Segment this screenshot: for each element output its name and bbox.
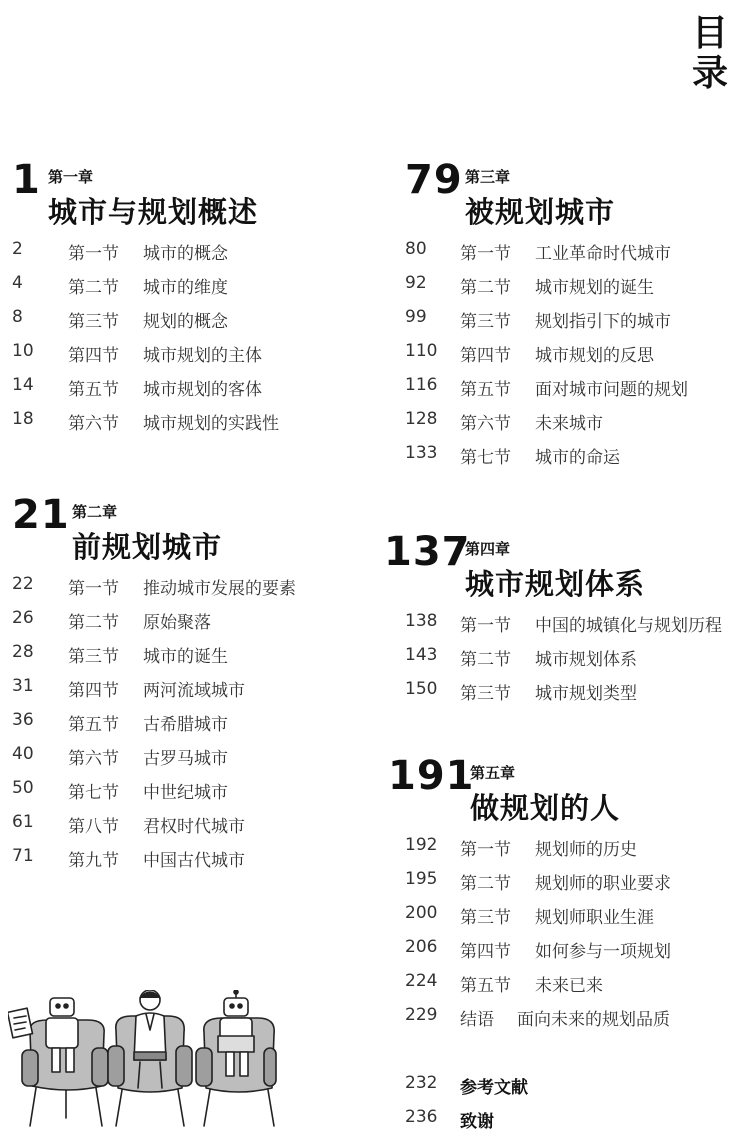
page-number: 224 [405, 971, 438, 991]
toc-entry-acknowledgements[interactable] [405, 1101, 745, 1135]
page-number: 116 [405, 375, 438, 395]
chapter-3 [405, 157, 735, 230]
page-number: 50 [12, 778, 34, 798]
section-title: 面对城市问题的规划 [535, 380, 688, 400]
toc-entry[interactable] [405, 965, 745, 999]
section-number: 第二节 [460, 874, 511, 894]
page-number: 4 [12, 273, 23, 293]
section-number: 第五节 [68, 715, 119, 735]
toc-entry[interactable] [12, 301, 352, 335]
toc-entry[interactable] [12, 602, 352, 636]
toc-entry[interactable] [405, 897, 745, 931]
section-title: 未来城市 [535, 414, 603, 434]
section-title: 规划的概念 [143, 312, 228, 332]
section-list-ch2 [12, 568, 352, 874]
section-number: 第三节 [68, 312, 119, 332]
section-list-ch3 [405, 233, 745, 471]
page-number: 232 [405, 1073, 438, 1093]
section-number: 第三节 [460, 312, 511, 332]
person-in-armchair-icon [108, 990, 192, 1126]
toc-entry[interactable] [12, 840, 352, 874]
section-title: 城市规划的反思 [535, 346, 654, 366]
section-list-ch5 [405, 829, 745, 1033]
section-title: 中国的城镇化与规划历程 [535, 616, 722, 636]
toc-entry-references[interactable] [405, 1067, 745, 1101]
section-title: 城市的诞生 [143, 647, 228, 667]
section-number: 第五节 [460, 380, 511, 400]
section-title: 城市的维度 [143, 278, 228, 298]
section-number: 第一节 [460, 616, 511, 636]
chapter-label: 第三章 [465, 168, 511, 186]
section-list-ch1 [12, 233, 352, 437]
toc-entry[interactable] [405, 829, 745, 863]
page-number: 80 [405, 239, 427, 259]
section-title: 致谢 [460, 1112, 494, 1132]
section-title: 城市的命运 [535, 448, 620, 468]
page-number: 92 [405, 273, 427, 293]
page-number: 128 [405, 409, 438, 429]
toc-entry[interactable] [405, 673, 745, 707]
chapter-label: 第四章 [465, 540, 511, 558]
page-number: 28 [12, 642, 34, 662]
section-number: 第一节 [460, 244, 511, 264]
chapter-5 [388, 753, 748, 826]
back-matter-list [405, 1067, 745, 1135]
toc-entry[interactable] [405, 639, 745, 673]
section-number: 第一节 [68, 244, 119, 264]
toc-entry[interactable] [12, 568, 352, 602]
chapter-title: 做规划的人 [470, 791, 621, 825]
page-number: 110 [405, 341, 438, 361]
toc-title-char-2: 录 [691, 53, 728, 94]
toc-entry[interactable] [12, 403, 352, 437]
section-number: 第一节 [460, 840, 511, 860]
toc-entry[interactable] [12, 335, 352, 369]
illustration-svg [8, 990, 278, 1130]
chapter-number: 79 [405, 157, 463, 203]
section-title: 面向未来的规划品质 [517, 1010, 670, 1030]
toc-title-char-1: 目 [691, 13, 728, 54]
page-number: 195 [405, 869, 438, 889]
chapter-label: 第五章 [470, 764, 516, 782]
section-number: 结语 [460, 1010, 494, 1030]
section-title: 城市规划体系 [535, 650, 637, 670]
page-number: 206 [405, 937, 438, 957]
page-number: 26 [12, 608, 34, 628]
section-number: 第二节 [68, 613, 119, 633]
page-number: 8 [12, 307, 23, 327]
page-number: 18 [12, 409, 34, 429]
toc-entry[interactable] [405, 301, 745, 335]
section-number: 第三节 [460, 684, 511, 704]
chapter-number: 137 [384, 529, 471, 575]
page-number: 200 [405, 903, 438, 923]
section-number: 第三节 [460, 908, 511, 928]
section-title: 城市规划类型 [535, 684, 637, 704]
section-title: 推动城市发展的要素 [143, 579, 296, 599]
chapter-title: 城市规划体系 [465, 567, 646, 601]
page-number: 236 [405, 1107, 438, 1127]
section-title: 城市的概念 [143, 244, 228, 264]
section-title: 规划师职业生涯 [535, 908, 654, 928]
section-title: 如何参与一项规划 [535, 942, 671, 962]
section-title: 中世纪城市 [143, 783, 228, 803]
section-number: 第八节 [68, 817, 119, 837]
section-number: 第六节 [460, 414, 511, 434]
toc-entry[interactable] [12, 670, 352, 704]
section-number: 第二节 [460, 278, 511, 298]
page-number: 10 [12, 341, 34, 361]
toc-entry[interactable] [405, 863, 745, 897]
chapter-number: 1 [12, 157, 41, 203]
page-number: 229 [405, 1005, 438, 1025]
section-number: 第六节 [68, 749, 119, 769]
page-number: 138 [405, 611, 438, 631]
toc-entry[interactable] [405, 335, 745, 369]
section-title: 城市规划的客体 [143, 380, 262, 400]
chapter-title: 被规划城市 [465, 195, 616, 229]
page-number: 143 [405, 645, 438, 665]
page-number: 150 [405, 679, 438, 699]
toc-entry[interactable] [12, 772, 352, 806]
section-number: 第四节 [460, 346, 511, 366]
toc-entry[interactable] [405, 605, 745, 639]
section-number: 第九节 [68, 851, 119, 871]
chapter-1 [12, 157, 342, 230]
toc-entry[interactable] [12, 636, 352, 670]
chapter-title: 前规划城市 [72, 530, 223, 564]
page-number: 14 [12, 375, 34, 395]
section-title: 工业革命时代城市 [535, 244, 671, 264]
section-title: 原始聚落 [143, 613, 211, 633]
section-title: 君权时代城市 [143, 817, 245, 837]
robot-in-armchair-icon [196, 990, 276, 1126]
section-number: 第五节 [460, 976, 511, 996]
section-title: 规划指引下的城市 [535, 312, 671, 332]
page-number: 31 [12, 676, 34, 696]
page-number: 40 [12, 744, 34, 764]
section-title: 中国古代城市 [143, 851, 245, 871]
section-title: 规划师的职业要求 [535, 874, 671, 894]
chapter-label: 第一章 [48, 168, 94, 186]
illustration [8, 990, 278, 1130]
section-number: 第三节 [68, 647, 119, 667]
section-title: 规划师的历史 [535, 840, 637, 860]
toc-entry[interactable] [12, 267, 352, 301]
toc-entry[interactable] [12, 233, 352, 267]
chapter-number: 21 [12, 492, 70, 538]
section-title: 参考文献 [460, 1078, 528, 1098]
section-title: 城市规划的诞生 [535, 278, 654, 298]
section-number: 第二节 [68, 278, 119, 298]
toc-entry[interactable] [405, 369, 745, 403]
section-number: 第四节 [460, 942, 511, 962]
chapter-label: 第二章 [72, 503, 118, 521]
page-number: 71 [12, 846, 34, 866]
chapter-title: 城市与规划概述 [48, 195, 259, 229]
section-number: 第七节 [68, 783, 119, 803]
chapter-2 [12, 492, 342, 565]
section-number: 第一节 [68, 579, 119, 599]
toc-entry[interactable] [405, 437, 745, 471]
toc-entry[interactable] [12, 369, 352, 403]
section-title: 古罗马城市 [143, 749, 228, 769]
section-list-ch4 [405, 605, 745, 707]
toc-entry[interactable] [405, 931, 745, 965]
toc-entry[interactable] [405, 403, 745, 437]
page-number: 192 [405, 835, 438, 855]
toc-entry[interactable] [405, 999, 745, 1033]
section-number: 第五节 [68, 380, 119, 400]
section-number: 第六节 [68, 414, 119, 434]
page-number: 61 [12, 812, 34, 832]
toc-entry[interactable] [12, 738, 352, 772]
section-number: 第二节 [460, 650, 511, 670]
section-number: 第七节 [460, 448, 511, 468]
chapter-4 [384, 529, 744, 602]
toc-title [688, 14, 732, 94]
section-title: 城市规划的实践性 [143, 414, 279, 434]
chapter-number: 191 [388, 753, 475, 799]
toc-entry[interactable] [12, 704, 352, 738]
toc-entry[interactable] [12, 806, 352, 840]
page-number: 36 [12, 710, 34, 730]
robot-in-armchair-icon [8, 998, 108, 1126]
section-number: 第四节 [68, 681, 119, 701]
section-title: 未来已来 [535, 976, 603, 996]
page-number: 133 [405, 443, 438, 463]
section-title: 两河流域城市 [143, 681, 245, 701]
section-title: 古希腊城市 [143, 715, 228, 735]
section-title: 城市规划的主体 [143, 346, 262, 366]
toc-entry[interactable] [405, 233, 745, 267]
page-number: 22 [12, 574, 34, 594]
toc-entry[interactable] [405, 267, 745, 301]
page-number: 2 [12, 239, 23, 259]
page-number: 99 [405, 307, 427, 327]
section-number: 第四节 [68, 346, 119, 366]
